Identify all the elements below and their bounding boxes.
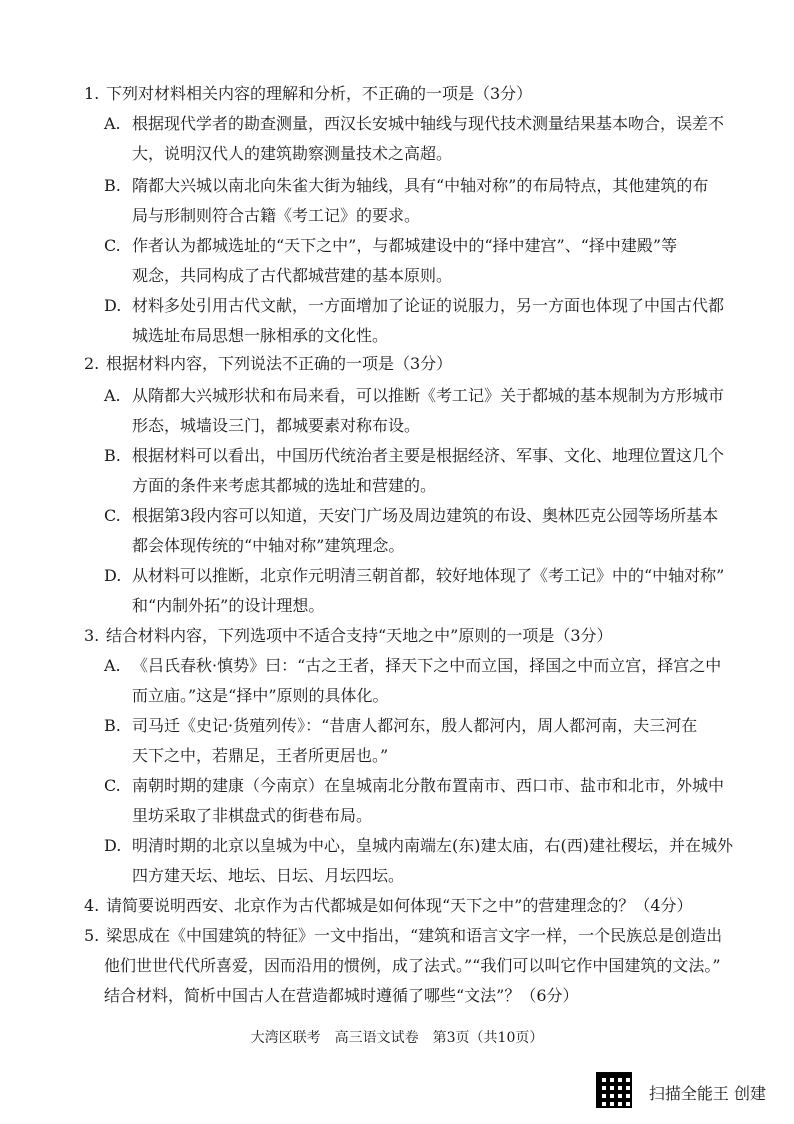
q2-option-d-cont: 和“内制外拓”的设计理想。 xyxy=(132,596,325,615)
question-5: 5. 梁思成在《中国建筑的特征》一文中指出，“建筑和语言文字一样，一个民族总是创造出 xyxy=(84,926,723,945)
q1-option-c-cont: 观念，共同构成了古代都城营建的基本原则。 xyxy=(132,266,453,285)
q2-option-c-cont: 都会体现传统的“中轴对称”建筑理念。 xyxy=(132,536,405,555)
q1-option-a: A. 根据现代学者的勘查测量，西汉长安城中轴线与现代技术测量结果基本吻合，误差不 xyxy=(104,114,725,133)
question-2: 2. 根据材料内容，下列说法不正确的一项是（3分） xyxy=(84,354,453,373)
q1-option-c: C. 作者认为都城选址的“天下之中”，与都城建设中的“择中建宫”、“择中建殿”等 xyxy=(104,236,678,255)
scanner-watermark: 扫描全能王 创建 xyxy=(648,1084,766,1103)
q5-cont-2: 结合材料，简析中国古人在营造都城时遵循了哪些“文法”？（6分） xyxy=(104,986,579,1005)
q1-option-b-cont: 局与形制则符合古籍《考工记》的要求。 xyxy=(132,206,421,225)
q2-option-c: C. 根据第3段内容可以知道，天安门广场及周边建筑的布设、奥林匹克公园等场所基本 xyxy=(104,506,719,525)
question-1: 1. 下列对材料相关内容的理解和分析，不正确的一项是（3分） xyxy=(84,84,533,103)
q2-option-b: B. 根据材料可以看出，中国历代统治者主要是根据经济、军事、文化、地理位置这几个 xyxy=(104,446,725,465)
question-3: 3. 结合材料内容，下列选项中不适合支持“天地之中”原则的一项是（3分） xyxy=(84,626,613,645)
q2-option-b-cont: 方面的条件来考虑其都城的选址和营建的。 xyxy=(132,476,437,495)
q3-option-a: A. 《吕氏春秋·慎势》曰：“古之王者，择天下之中而立国，择国之中而立宫，择宫之中 xyxy=(104,656,722,675)
q1-option-d: D. 材料多处引用古代文献，一方面增加了论证的说服力，另一方面也体现了中国古代都 xyxy=(104,296,725,315)
q3-option-d: D. 明清时期的北京以皇城为中心，皇城内南端左(东)建太庙，右(西)建社稷坛，并在城外 xyxy=(104,836,733,855)
q1-option-d-cont: 城选址布局思想一脉相承的文化性。 xyxy=(132,326,389,345)
page-footer: 大湾区联考 高三语文试卷 第3页（共10页） xyxy=(250,1030,544,1046)
q2-option-a-cont: 形态，城墙设三门，都城要素对称布设。 xyxy=(132,416,421,435)
q2-option-d: D. 从材料可以推断，北京作元明清三朝首都，较好地体现了《考工记》中的“中轴对称” xyxy=(104,566,725,585)
q1-option-a-cont: 大，说明汉代人的建筑勘察测量技术之高超。 xyxy=(132,144,453,163)
q3-option-d-cont: 四方建天坛、地坛、日坛、月坛四坛。 xyxy=(132,866,405,885)
q5-cont-1: 他们世世代代所喜爱，因而沿用的惯例，成了法式。”“我们可以叫它作中国建筑的文法。” xyxy=(104,956,721,975)
q3-option-b-cont: 天下之中，若鼎足，王者所更居也。” xyxy=(132,746,389,765)
q3-option-a-cont: 而立庙。”这是“择中”原则的具体化。 xyxy=(132,686,389,705)
qr-code-icon xyxy=(596,1072,632,1108)
q2-option-a: A. 从隋都大兴城形状和布局来看，可以推断《考工记》关于都城的基本规制为方形城市 xyxy=(104,386,725,405)
q3-option-c: C. 南朝时期的建康（今南京）在皇城南北分散布置南市、西口市、盐市和北市，外城中 xyxy=(104,776,725,795)
q3-option-b: B. 司马迁《史记·货殖列传》：“昔唐人都河东，殷人都河内，周人都河南，夫三河在 xyxy=(104,716,698,735)
q1-option-b: B. 隋都大兴城以南北向朱雀大街为轴线，具有“中轴对称”的布局特点，其他建筑的布 xyxy=(104,176,709,195)
question-4: 4. 请简要说明西安、北京作为古代都城是如何体现“天下之中”的营建理念的？（4分） xyxy=(84,896,693,915)
q3-option-c-cont: 里坊采取了非棋盘式的街巷布局。 xyxy=(132,806,373,825)
